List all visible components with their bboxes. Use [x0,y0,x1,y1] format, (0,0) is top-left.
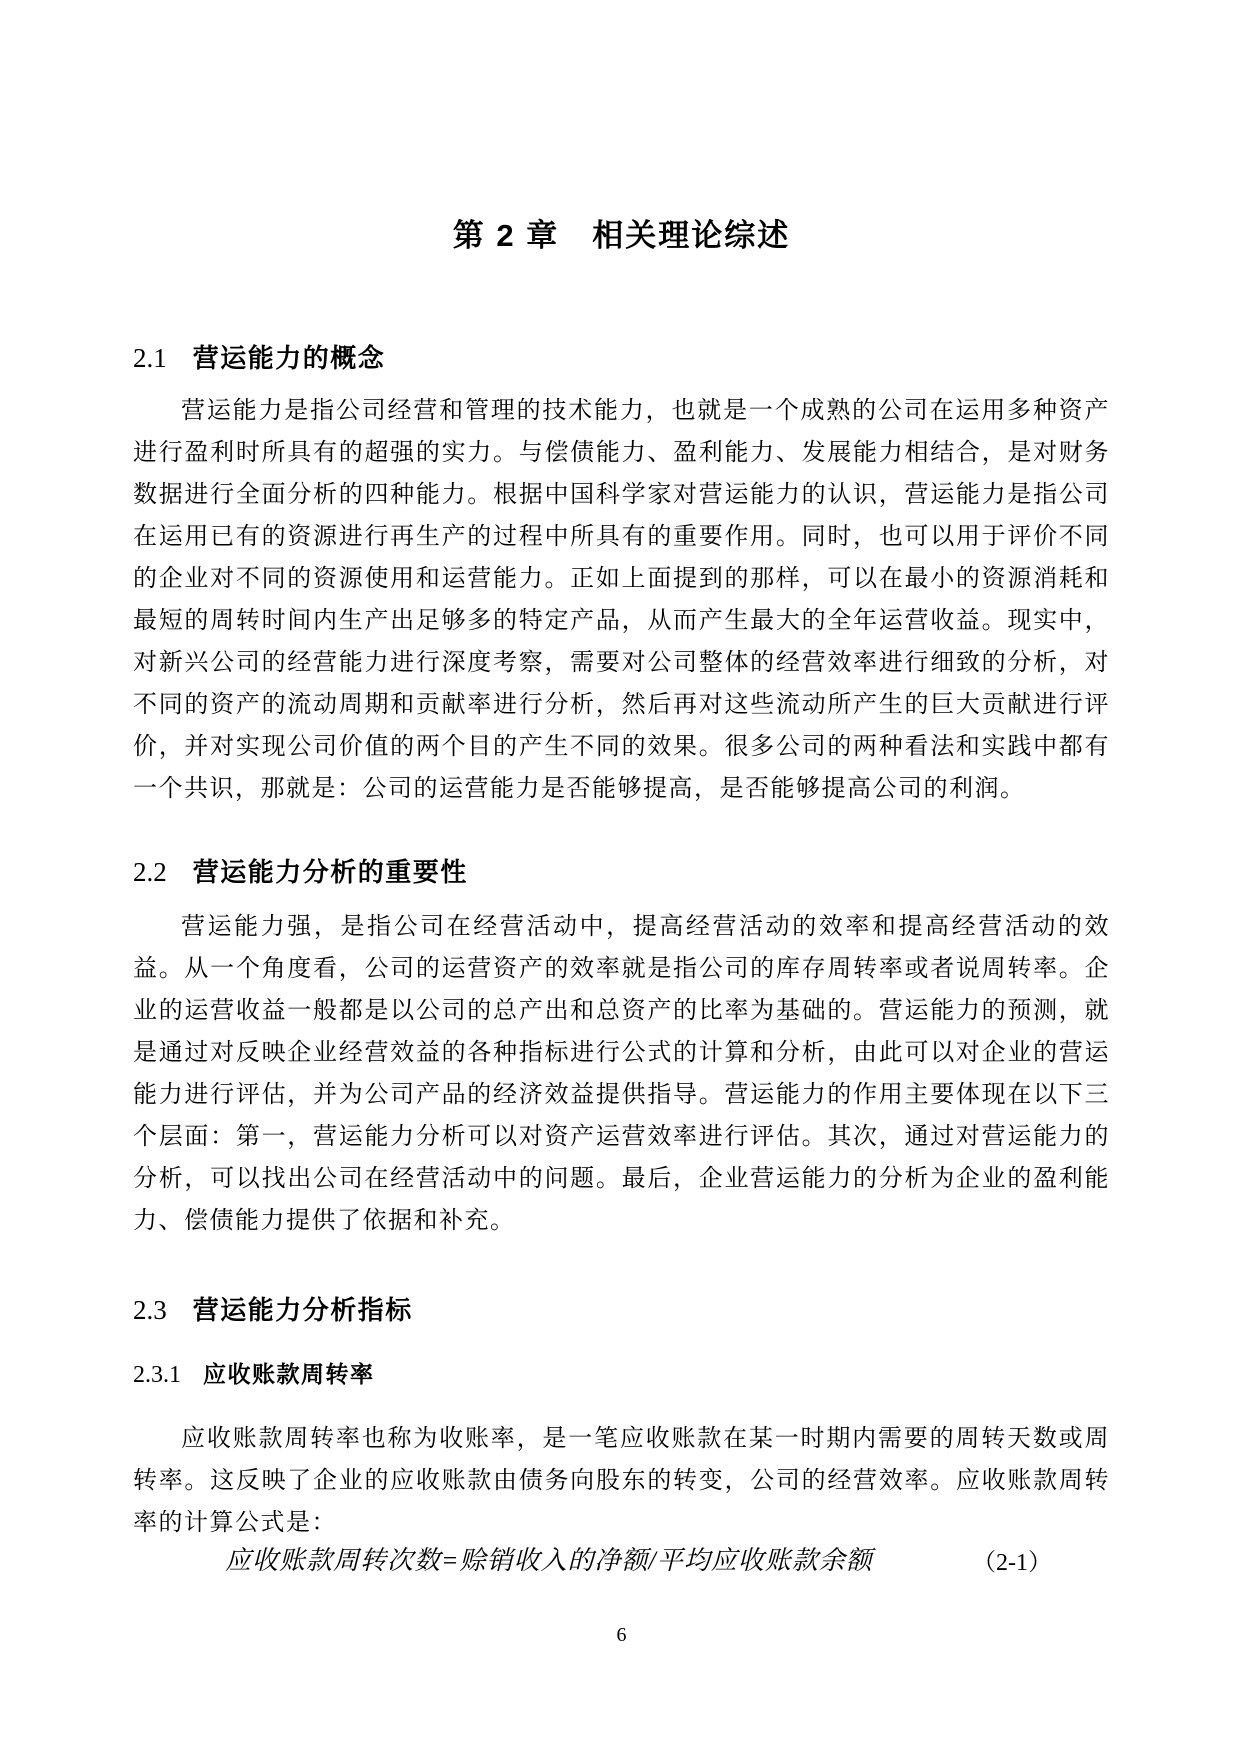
section-heading-2-3 [133,1290,1110,1327]
formula-text: 应收账款周转次数=赊销收入的净额/平均应收账款余额 [225,1546,873,1575]
subsection-2-3-1-paragraph: 应收账款周转率也称为收账率，是一笔应收账款在某一时期内需要的周转天数或周转率。这反映了企业的应收账款由债务向股东的转变，公司的经营效率。应收账款周转率的计算公式是： [133,1426,1110,1536]
section-title: 营运能力分析的重要性 [192,857,468,887]
section-number: 2.3 [133,1295,167,1325]
subsection-heading-2-3-1 [133,1356,1110,1389]
section-title: 营运能力的概念 [192,343,386,373]
section-2-1-paragraph: 营运能力是指公司经营和管理的技术能力，也就是一个成熟的公司在运用多种资产进行盈利时所具有的超强的实力。与偿债能力、盈利能力、发展能力相结合，是对财务数据进行全面分析的四种能力。根据中国科学家对营运能力的认识，营运能力是指公司在运用已有的资源进行再生产的过程中所具有的重要作用。同时，也可以用于评价不同的企业对不同的资源使用和运营能力。正如上面提到的那样，可以在最小的资源消耗和最短的周转时间内生产出足够多的特定产品，从而产生最大的全年运营收益。现实中，对新兴公司的经营能力进行深度考察，需要对公司整体的经营效率进行细致的分析，对不同的资产的流动周期和贡献率进行分析，然后再对这些流动所产生的巨大贡献进行评价，并对实现公司价值的两个目的产生不同的效果。很多公司的两种看法和实践中都有一个共识，那就是：公司的运营能力是否能够提高，是否能够提高公司的利润。 [133,398,1110,802]
section-title: 营运能力分析指标 [192,1295,413,1325]
section-number: 2.2 [133,857,167,887]
section-heading-2-2 [133,852,1110,889]
subsection-title: 应收账款周转率 [203,1361,375,1387]
formula-2-1 [133,1540,1110,1582]
chapter-title: 第 2 章 相关理论综述 [452,218,791,253]
section-2-2-paragraph: 营运能力强，是指公司在经营活动中，提高经营活动的效率和提高经营活动的效益。从一个角度看，公司的运营资产的效率就是指公司的库存周转率或者说周转率。企业的运营收益一般都是以公司的总产出和总资产的比率为基础的。营运能力的预测，就是通过对反映企业经营效益的各种指标进行公式的计算和分析，由此可以对企业的营运能力进行评估，并为公司产品的经济效益提供指导。营运能力的作用主要体现在以下三个层面：第一，营运能力分析可以对资产运营效率进行评估。其次，通过对营运能力的分析，可以找出公司在经营活动中的问题。最后，企业营运能力的分析为企业的盈利能力、偿债能力提供了依据和补充。 [133,914,1110,1234]
subsection-number: 2.3.1 [133,1362,181,1388]
equation-number: （2-1） [972,1550,1052,1576]
section-heading-2-1 [133,338,1110,375]
section-number: 2.1 [133,343,167,373]
page-number: 6 [616,1624,627,1646]
